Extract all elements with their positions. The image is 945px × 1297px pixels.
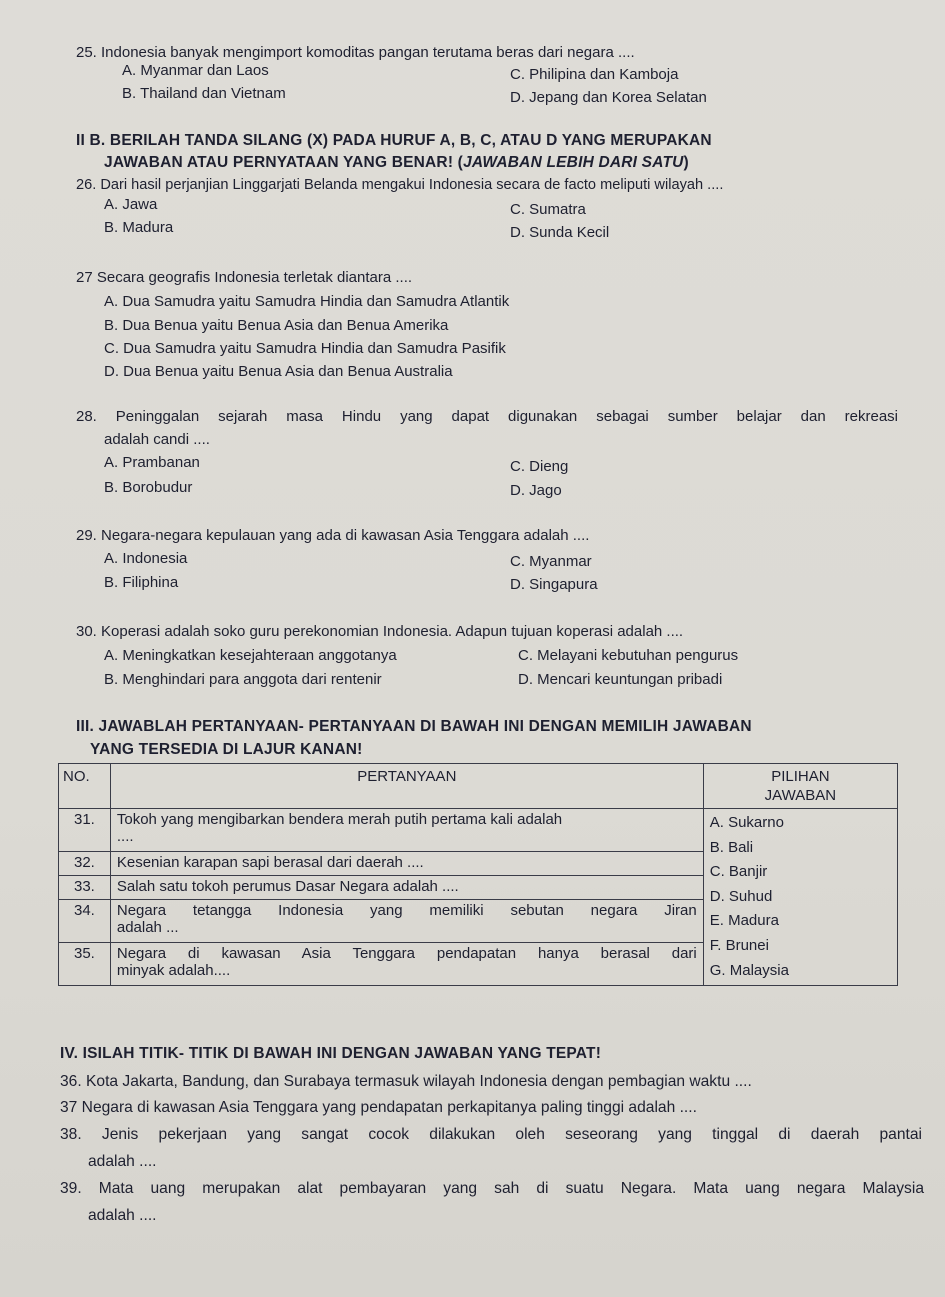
q30-option-c[interactable]: C. Melayani kebutuhan pengurus (518, 647, 739, 664)
table-header-row (59, 764, 898, 809)
section-3-heading-line2: YANG TERSEDIA DI LAJUR KANAN! (90, 741, 363, 758)
question-30-text: 30. Koperasi adalah soko guru perekonomian Indonesia. Adapun tujuan koperasi adalah .... (76, 623, 684, 640)
q28-option-d[interactable]: D. Jago (510, 482, 562, 499)
choice-f[interactable]: F. Brunei (709, 936, 769, 954)
question-37: 37 Negara di kawasan Asia Tenggara yang pendapatan perkapitanya paling tinggi adalah .... (60, 1099, 697, 1116)
row-question (110, 943, 703, 986)
section-2-heading-line1: II B. BERILAH TANDA SILANG (X) PADA HURUF A, B, C, ATAU D YANG MERUPAKAN (76, 132, 712, 149)
row-number: 35. (59, 943, 111, 986)
question-28-text-line1: 28. Peninggalan sejarah masa Hindu yang dapat digunakan sebagai sumber belajar dan rekreasi (76, 408, 898, 425)
q30-option-b[interactable]: B. Menghindari para anggota dari rentenir (104, 671, 382, 688)
row-question-line2: minyak adalah.... (116, 962, 231, 980)
section-2-heading-italic: JAWABAN LEBIH DARI SATU (463, 154, 684, 171)
q29-option-a[interactable]: A. Indonesia (104, 550, 188, 567)
question-29-text: 29. Negara-negara kepulauan yang ada di kawasan Asia Tenggara adalah .... (76, 527, 590, 544)
q30-option-a[interactable]: A. Meningkatkan kesejahteraan anggotanya (104, 647, 397, 664)
row-question-line2: adalah ... (116, 919, 179, 937)
section-2-heading-line2 (104, 154, 689, 172)
question-39-line2: adalah .... (88, 1207, 157, 1224)
header-choices-line2: JAWABAN (764, 787, 837, 804)
header-choices-line1: PILIHAN (771, 768, 830, 785)
section-2-heading-close: ) (683, 154, 689, 171)
question-38-line2: adalah .... (88, 1153, 157, 1170)
q29-option-c[interactable]: C. Myanmar (510, 553, 592, 570)
row-number: 32. (59, 851, 111, 875)
row-question-line2: .... (116, 828, 134, 845)
question-27-text: 27 Secara geografis Indonesia terletak diantara .... (76, 269, 413, 286)
header-question: PERTANYAAN (110, 764, 703, 809)
choice-g[interactable]: G. Malaysia (709, 961, 789, 979)
choice-a[interactable]: A. Sukarno (709, 814, 784, 831)
q26-option-d[interactable]: D. Sunda Kecil (510, 224, 610, 241)
table-row (59, 809, 898, 852)
answer-choices (703, 809, 897, 986)
header-no: NO. (59, 764, 111, 809)
matching-table (58, 763, 898, 986)
section-4-heading: IV. ISILAH TITIK- TITIK DI BAWAH INI DENGAN JAWABAN YANG TEPAT! (60, 1045, 602, 1062)
row-number: 31. (59, 809, 111, 852)
q29-option-b[interactable]: B. Filiphina (104, 574, 179, 591)
row-number: 33. (59, 876, 111, 900)
row-question: Kesenian karapan sapi berasal dari daerah .... (110, 851, 703, 875)
row-question-line1: Negara di kawasan Asia Tenggara pendapatan hanya berasal dari (116, 945, 697, 963)
question-25-text: 25. Indonesia banyak mengimport komoditas pangan terutama beras dari negara .... (76, 44, 635, 61)
q28-option-b[interactable]: B. Borobudur (104, 479, 193, 496)
q25-option-c[interactable]: C. Philipina dan Kamboja (510, 66, 679, 83)
question-36: 36. Kota Jakarta, Bandung, dan Surabaya termasuk wilayah Indonesia dengan pembagian waktu .... (60, 1073, 752, 1090)
q25-option-a[interactable]: A. Myanmar dan Laos (122, 62, 269, 79)
question-28-text-line2: adalah candi .... (104, 431, 210, 448)
section-3-heading-line1: III. JAWABLAH PERTANYAAN- PERTANYAAN DI BAWAH INI DENGAN MEMILIH JAWABAN (76, 718, 752, 735)
q27-option-a[interactable]: A. Dua Samudra yaitu Samudra Hindia dan Samudra Atlantik (104, 293, 510, 310)
q28-option-c[interactable]: C. Dieng (510, 458, 569, 475)
choice-d[interactable]: D. Suhud (709, 887, 773, 905)
q28-option-a[interactable]: A. Prambanan (104, 454, 200, 471)
row-question: Salah satu tokoh perumus Dasar Negara adalah .... (110, 876, 703, 900)
question-26-text: 26. Dari hasil perjanjian Linggarjati Belanda mengakui Indonesia secara de facto meliputi wilayah .... (76, 177, 724, 193)
choice-c[interactable]: C. Banjir (709, 863, 768, 881)
choice-b[interactable]: B. Bali (709, 838, 754, 856)
row-question (110, 809, 703, 852)
question-39-line1: 39. Mata uang merupakan alat pembayaran yang sah di suatu Negara. Mata uang negara Malaysia (60, 1180, 924, 1197)
row-question-line1: Negara tetangga Indonesia yang memiliki sebutan negara Jiran (116, 902, 697, 920)
q26-option-a[interactable]: A. Jawa (104, 196, 158, 213)
question-38-line1: 38. Jenis pekerjaan yang sangat cocok dilakukan oleh seseorang yang tinggal di daerah pantai (60, 1126, 922, 1143)
q27-option-b[interactable]: B. Dua Benua yaitu Benua Asia dan Benua Amerika (104, 317, 449, 334)
q25-option-d[interactable]: D. Jepang dan Korea Selatan (510, 89, 707, 106)
row-number: 34. (59, 900, 111, 943)
header-choices (703, 764, 897, 809)
q26-option-c[interactable]: C. Sumatra (510, 201, 586, 218)
row-question-line1: Tokoh yang mengibarkan bendera merah putih pertama kali adalah (116, 811, 563, 828)
q29-option-d[interactable]: D. Singapura (510, 576, 598, 593)
q27-option-c[interactable]: C. Dua Samudra yaitu Samudra Hindia dan Samudra Pasifik (104, 340, 506, 357)
choice-e[interactable]: E. Madura (709, 912, 779, 930)
q26-option-b[interactable]: B. Madura (104, 219, 174, 236)
q27-option-d[interactable]: D. Dua Benua yaitu Benua Asia dan Benua Australia (104, 363, 453, 380)
q25-option-b[interactable]: B. Thailand dan Vietnam (122, 85, 286, 102)
row-question (110, 900, 703, 943)
section-2-heading-part: JAWABAN ATAU PERNYATAAN YANG BENAR! ( (104, 154, 464, 171)
q30-option-d[interactable]: D. Mencari keuntungan pribadi (518, 671, 723, 688)
